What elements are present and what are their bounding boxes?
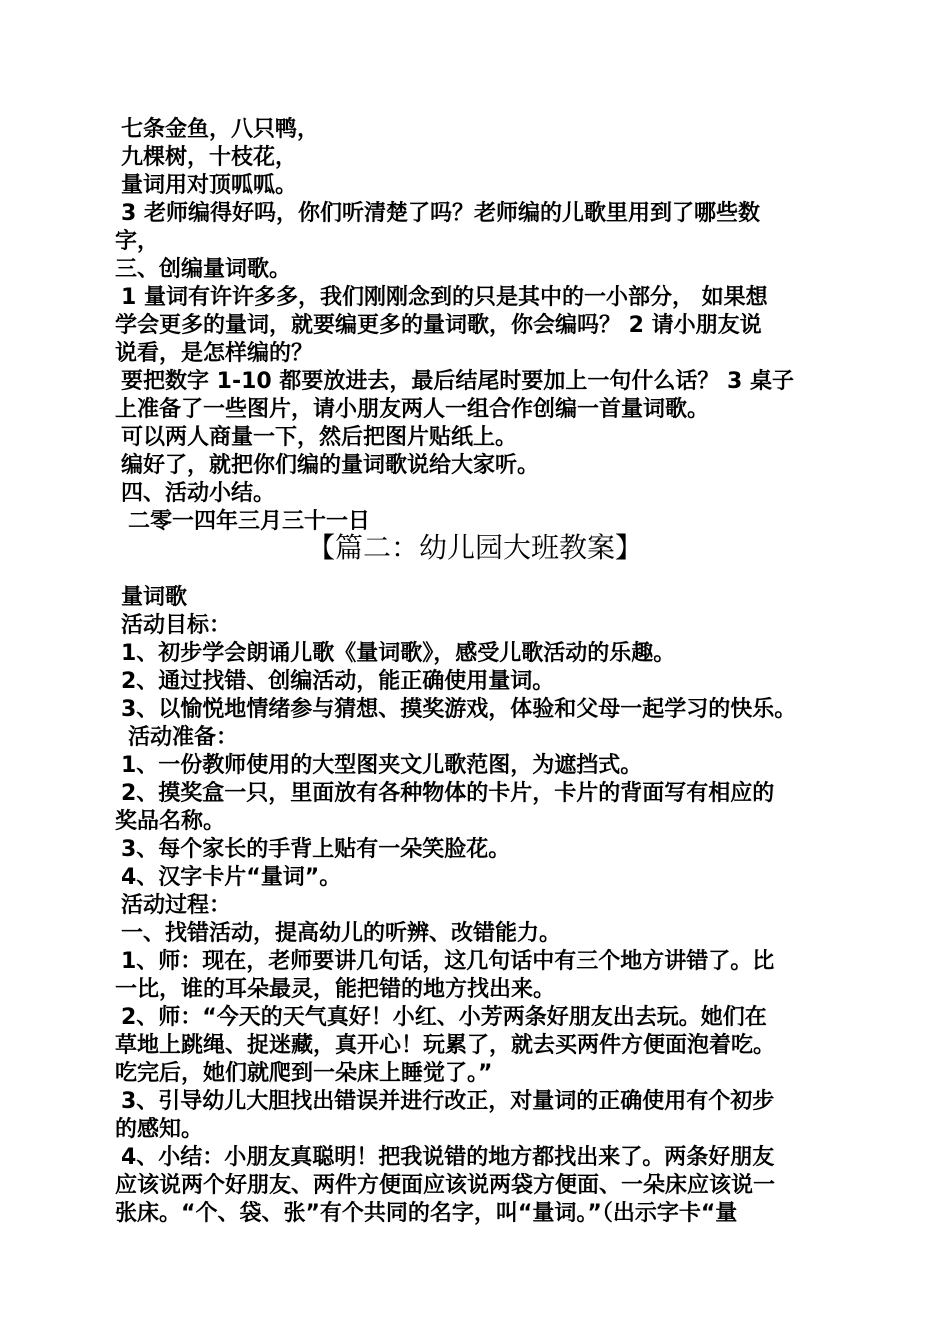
text-line: 说看，是怎样编的？ [115, 341, 314, 366]
text-line: 1 量词有许许多多，我们刚刚念到的只是其中的一小部分， 如果想 [121, 285, 768, 310]
text-line: 3、以愉悦地情绪参与猜想、摸奖游戏，体验和父母一起学习的快乐。 [121, 697, 797, 722]
text-line: 一比，谁的耳朵最灵，能把错的地方找出来。 [115, 977, 556, 1002]
lesson-title: 量词歌 [121, 585, 188, 610]
text-line: 九棵树，十枝花， [121, 145, 298, 170]
section-title: 活动准备： [128, 725, 239, 750]
text-line: 2、师：“今天的天气真好！小红、小芳两条好朋友出去玩。她们在 [121, 1005, 767, 1030]
section-title: 活动过程： [121, 893, 232, 918]
text-line: 学会更多的量词，就要编更多的量词歌，你会编吗？ 2 请小朋友说 [115, 313, 762, 338]
section-title: 四、活动小结。 [121, 481, 276, 506]
text-line: 字， [115, 229, 160, 254]
text-line: 2、摸奖盒一只，里面放有各种物体的卡片，卡片的背面写有相应的 [121, 781, 775, 806]
text-line: 3、每个家长的手背上贴有一朵笑脸花。 [121, 837, 511, 862]
section-heading: 【篇二：幼儿园大班教案】 [306, 531, 643, 564]
text-line: 吃完后，她们就爬到一朵床上睡觉了。” [115, 1061, 493, 1086]
text-line: 3、引导幼儿大胆找出错误并进行改正，对量词的正确使用有个初步 [121, 1089, 775, 1114]
text-line: 2、通过找错、创编活动，能正确使用量词。 [121, 669, 555, 694]
text-line: 1、一份教师使用的大型图夹文儿歌范图，为遮挡式。 [121, 753, 643, 778]
text-line: 编好了，就把你们编的量词歌说给大家听。 [121, 453, 540, 478]
text-line: 3 老师编得好吗，你们听清楚了吗？老师编的儿歌里用到了哪些数 [121, 201, 760, 226]
date-line: 二零一四年三月三十一日 [128, 509, 371, 534]
text-line: 的感知。 [115, 1117, 204, 1142]
text-line: 4、汉字卡片“量词”。 [121, 865, 342, 890]
text-line: 七条金鱼，八只鸭， [121, 117, 320, 142]
text-line: 4、小结：小朋友真聪明！把我说错的地方都找出来了。两条好朋友 [121, 1145, 775, 1170]
text-line: 上准备了一些图片，请小朋友两人一组合作创编一首量词歌。 [115, 397, 710, 422]
section-title: 三、创编量词歌。 [115, 257, 292, 282]
section-title: 一、找错活动，提高幼儿的听辨、改错能力。 [121, 921, 562, 946]
text-line: 要把数字 1-10 都要放进去，最后结尾时要加上一句什么话？ 3 桌子 [121, 369, 794, 394]
text-line: 可以两人商量一下，然后把图片贴纸上。 [121, 425, 518, 450]
section-title: 活动目标： [121, 613, 232, 638]
text-line: 奖品名称。 [115, 809, 226, 834]
text-line: 1、师：现在，老师要讲几句话，这几句话中有三个地方讲错了。比 [121, 949, 775, 974]
text-line: 1、初步学会朗诵儿歌《量词歌》，感受儿歌活动的乐趣。 [121, 641, 676, 666]
text-line: 草地上跳绳、捉迷藏，真开心！玩累了，就去买两件方便面泡着吃。 [115, 1033, 776, 1058]
text-line: 张床。“个、袋、张”有个共同的名字，叫“量词。”（出示字卡“量 [115, 1201, 738, 1226]
text-line: 应该说两个好朋友、两件方便面应该说两袋方便面、一朵床应该说一 [115, 1173, 776, 1198]
text-line: 量词用对顶呱呱。 [121, 173, 298, 198]
